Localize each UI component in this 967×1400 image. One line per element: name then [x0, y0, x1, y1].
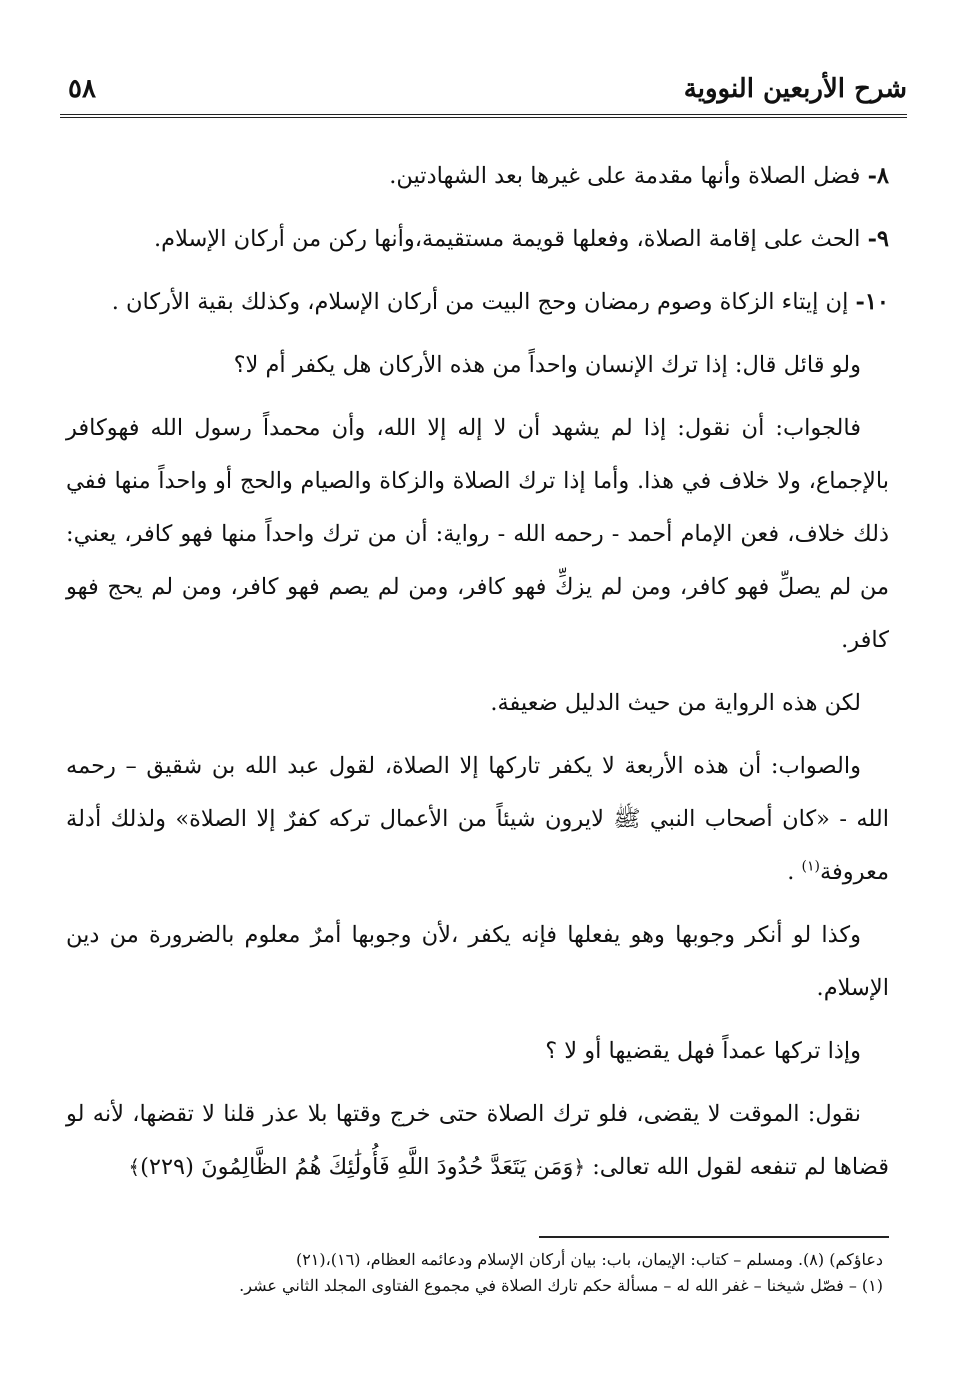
answer-paragraph: فالجواب: أن نقول: إذا لم يشهد أن لا إله إلا الله، وأن محمداً رسول الله فهوكافر بالإجماع، ولا خلاف في هذا. وأما إذا ترك الصلاة والزكاة والصيام والحج أو واحداً منها ففي ذلك خلاف، فعن الإمام أحمد - رحمه الله - رواية: أن من ترك واحداً منها فهو كافر، يعني: من لم يصلِّ فهو كافر، ومن لم يزكِّ فهو كافر، ومن لم يصم فهو كافر، ومن لم يحج فهو كافر. [66, 415, 889, 653]
book-title: شرح الأربعين النووية [683, 74, 907, 104]
make-up-answer-text: نقول: الموقت لا يقضى، فلو ترك الصلاة حتى خرج وقتها بلا عذر قلنا لا تقضها، لأنه لو قضاها لم تنفعه لقول الله تعالى: [66, 1101, 889, 1180]
point-10 [66, 276, 889, 329]
footnote-continuation: دعاؤكم) (٨). ومسلم – كتاب: الإيمان، باب: بيان أركان الإسلام ودعائمه العظام، (١٦)،(٢١) [295, 1250, 883, 1269]
quran-close-bracket-icon: ﴾ [128, 1155, 141, 1179]
quran-open-bracket-icon: ﴿ [573, 1155, 586, 1179]
point-9 [66, 213, 889, 266]
correct-view-paragraph [66, 740, 889, 899]
quran-verse: وَمَن يَتَعَدَّ حُدُودَ اللَّهِ فَأُولَٰئِكَ هُمُ الظَّالِمُونَ [201, 1154, 574, 1180]
denial-paragraph: وكذا لو أنكر وجوبها وهو يفعلها فإنه يكفر ،لأن وجوبها أمرٌ معلوم بالضرورة من دين الإسلام. [66, 922, 889, 1001]
page-header [60, 72, 907, 118]
weak-narration-paragraph: لكن هذه الرواية من حيث الدليل ضعيفة. [490, 690, 861, 716]
point-text: الحث على إقامة الصلاة، وفعلها قويمة مستقيمة،وأنها ركن من أركان الإسلام. [154, 226, 868, 252]
make-up-question: وإذا تركها عمداً فهل يقضيها أو لا ؟ [545, 1038, 861, 1064]
correct-view-end: . [787, 859, 802, 885]
point-8 [66, 150, 889, 203]
point-number: ٩- [867, 226, 889, 252]
footnote-reference: (١) [801, 858, 820, 875]
correct-view-text: والصواب: أن هذه الأربعة لا يكفر تاركها إلا الصلاة، لقول عبد الله بن شقيق – رحمه الله - «كان أصحاب النبي ﷺ لايرون شيئاً من الأعمال تركه كفرٌ إلا الصلاة» ولذلك أدلة معروفة [66, 753, 889, 885]
footnote-1: (١) – فصّل شيخنا – غفر الله له – مسألة حكم تارك الصلاة في مجموع الفتاوى المجلد الثاني عشر. [239, 1276, 883, 1295]
footnote-separator [539, 1236, 889, 1238]
point-text: فضل الصلاة وأنها مقدمة على غيرها بعد الشهادتين. [389, 163, 868, 189]
question-paragraph: ولو قائل قال: إذا ترك الإنسان واحداً من هذه الأركان هل يكفر أم لا؟ [233, 352, 861, 378]
page-number: ٥٨ [68, 74, 96, 104]
footnotes [90, 1247, 883, 1299]
main-text [66, 150, 889, 1204]
point-text: إن إيتاء الزكاة وصوم رمضان وحج البيت من أركان الإسلام، وكذلك بقية الأركان . [111, 289, 856, 315]
point-number: ١٠- [855, 289, 889, 315]
ayah-number-marker: (٢٢٩) [140, 1154, 194, 1180]
point-number: ٨- [867, 163, 889, 189]
make-up-answer [66, 1088, 889, 1194]
